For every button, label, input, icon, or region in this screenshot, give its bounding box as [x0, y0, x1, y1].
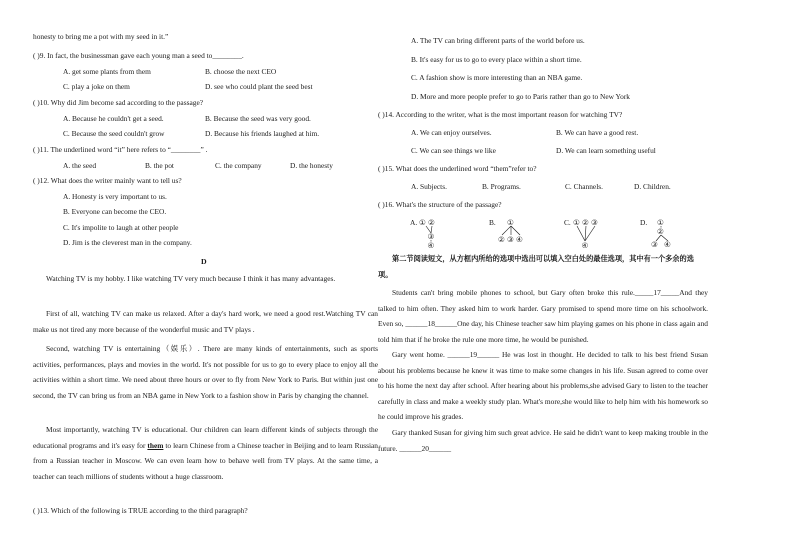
diagram-a-label: A.	[410, 218, 418, 227]
svg-text:④: ④	[516, 235, 523, 244]
q14-option-d: D. We can learn something useful	[556, 146, 656, 155]
svg-text:②: ②	[582, 218, 589, 227]
q15-option-b: B. Programs.	[482, 182, 521, 191]
question-10-stem: ( )10. Why did Jim become sad according to the passage?	[33, 98, 204, 107]
svg-text:②: ②	[428, 218, 435, 227]
blank-18[interactable]: ______18______	[405, 319, 458, 329]
question-13-stem: ( )13. Which of the following is TRUE according to the third paragraph?	[33, 506, 248, 515]
passage-gary-paragraph-2: Gary went home. ______19______ He was lost in thought. He decided to talk to his best friend Susan about his problems because he knew it was time to make some changes in his life. Susan agreed to come over to his home the next day after school. After hearing about his problems,she advised Gary to listen to the teacher carefully in class and make a weekly study plan. What's more,she would like to help him with his homework so he could improve his grades.	[378, 350, 709, 422]
q10-option-b: B. Because the seed was very good.	[205, 114, 311, 123]
svg-text:④: ④	[664, 240, 671, 249]
question-11-stem: ( )11. The underlined word “it” here refers to “________” .	[33, 145, 208, 154]
svg-text:②: ②	[498, 235, 505, 244]
question-12-stem: ( )12. What does the writer mainly want to tell us?	[33, 176, 182, 185]
underlined-them: them	[147, 440, 164, 450]
q10-option-d: D. Because his friends laughed at him.	[205, 129, 320, 138]
question-14-stem: ( )14. According to the writer, what is the most important reason for watching TV?	[378, 110, 623, 119]
q12-option-a: A. Honesty is very important to us.	[63, 192, 167, 201]
q13-option-c: C. A fashion show is more interesting than an NBA game.	[411, 73, 583, 82]
svg-text:④: ④	[581, 241, 589, 250]
q10-option-a: A. Because he couldn't get a seed.	[63, 114, 164, 123]
svg-text:①: ①	[657, 218, 664, 227]
passage-d-paragraph-4: Most importantly, watching TV is educational. Our children can learn different kinds of subjects through the educational programs and it's easy for them to learn Chinese from a Chinese teacher in Beijing and to learn Russian from a Russian teacher in Moscow. We can even learn how to behave well from TV plays. At the same time, a teacher can teach millions of students without a huge classroom.	[33, 425, 378, 481]
svg-text:③: ③	[507, 235, 514, 244]
svg-text:③: ③	[427, 232, 435, 241]
q13-option-a: A. The TV can bring different parts of the world before us.	[411, 36, 585, 45]
q11-option-b: B. the pot	[145, 161, 174, 170]
q14-option-a: A. We can enjoy ourselves.	[411, 128, 492, 137]
svg-text:④: ④	[427, 241, 435, 250]
svg-text:①: ①	[573, 218, 580, 227]
diagram-d-label: D.	[640, 218, 648, 227]
q14-option-c: C. We can see things we like	[411, 146, 496, 155]
q11-option-c: C. the company	[215, 161, 262, 170]
svg-text:③: ③	[651, 240, 658, 249]
q15-option-a: A. Subjects.	[411, 182, 447, 191]
question-9-stem: ( )9. In fact, the businessman gave each young man a seed to________.	[33, 51, 244, 60]
blank-17[interactable]: _____17_____	[634, 288, 680, 297]
blank-20[interactable]: ______20______	[399, 443, 452, 453]
structure-diagram-d	[640, 217, 700, 252]
q13-option-d: D. More and more people prefer to go to Paris rather than go to New York	[411, 92, 630, 101]
q10-option-c: C. Because the seed couldn't grow	[63, 129, 165, 138]
q15-option-c: C. Channels.	[565, 182, 603, 191]
structure-diagram-c	[564, 217, 624, 252]
q11-option-d: D. the honesty	[290, 161, 333, 170]
passage-fragment: honesty to bring me a pot with my seed in it.”	[33, 32, 169, 41]
svg-text:②: ②	[657, 227, 664, 236]
section-letter: D	[201, 257, 207, 266]
q12-option-c: C. It's impolite to laugh at other people	[63, 223, 179, 232]
structure-diagram-b	[489, 217, 549, 252]
q9-option-a: A. get some plants from them	[63, 67, 151, 76]
q11-option-a: A. the seed	[63, 161, 97, 170]
svg-text:①: ①	[419, 218, 426, 227]
q14-option-b: B. We can have a good rest.	[556, 128, 639, 137]
diagram-b-label: B.	[489, 218, 496, 227]
structure-diagram-a	[410, 217, 470, 252]
svg-text:③: ③	[591, 218, 598, 227]
q9-option-d: D. see who could plant the seed best	[205, 82, 313, 91]
q12-option-b: B. Everyone can become the CEO.	[63, 207, 167, 216]
svg-text:①: ①	[507, 218, 514, 227]
q12-option-d: D. Jim is the cleverest man in the company.	[63, 238, 192, 247]
diagram-c-label: C.	[564, 218, 571, 227]
passage-d-paragraph-2: First of all, watching TV can make us relaxed. After a day's hard work, we need a good rest.Watching TV can make us not tired any more because of the wonderful music and TV plays .	[33, 309, 378, 334]
blank-19[interactable]: ______19______	[447, 350, 500, 359]
question-15-stem: ( )15. What does the underlined word “them”refer to?	[378, 164, 537, 173]
q15-option-d: D. Children.	[634, 182, 671, 191]
section-2-instruction: 第二节阅读短文，从方框内所给的选项中选出可以填入空白处的最佳选项，其中有一个多余的选项。	[378, 254, 694, 279]
question-16-stem: ( )16. What's the structure of the passage?	[378, 200, 502, 209]
q13-option-b: B. It's easy for us to go to every place within a short time.	[411, 55, 582, 64]
passage-gary-paragraph-1: Students can't bring mobile phones to school, but Gary often broke this rule._____17_____And they talked to him often. They asked him to work harder. Gary promised to spend more time on his schoolwork. Even so, ______18______One day, his Chinese teacher saw him playing games on his phone in class again and told him that if he broke the rule one more time, he would be punished.	[378, 288, 708, 344]
q9-option-c: C. play a joke on them	[63, 82, 130, 91]
q9-option-b: B. choose the next CEO	[205, 67, 277, 76]
passage-d-paragraph-1: Watching TV is my hobby. I like watching TV very much because I think it has many advantages.	[46, 274, 336, 283]
passage-gary-paragraph-3: Gary thanked Susan for giving him such great advice. He said he didn't want to keep making trouble in the future. ______20______	[378, 428, 708, 453]
passage-d-paragraph-3: Second, watching TV is entertaining（娱乐）. There are many kinds of entertainments, such as sports activities, performances, plays and movies in the world. It's not possible for us to go to every place to enjoy all the activities within a short time. We need about three hours or over to fly from New York to Paris. But within just one second, the TV can bring us from an NBA game in New York to a fashion show in Paris by changing the channel.	[33, 344, 378, 400]
